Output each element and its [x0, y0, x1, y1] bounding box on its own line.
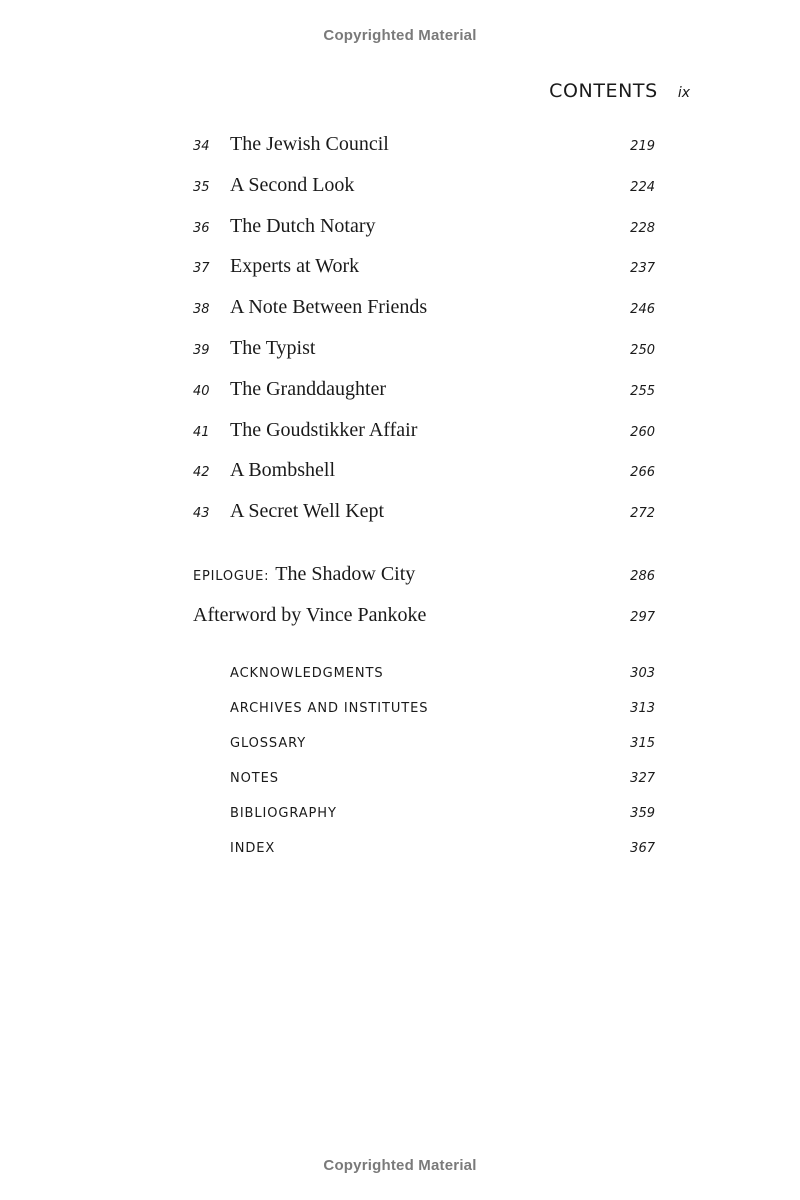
chapter-number: 36 — [193, 221, 210, 236]
toc-chapter-row — [193, 215, 655, 243]
chapter-number: 34 — [193, 139, 210, 154]
toc-back-matter-row — [230, 664, 655, 686]
toc-epilogue-row — [193, 563, 655, 591]
chapter-page: 237 — [630, 261, 655, 276]
chapter-title: The Goudstikker Affair — [230, 419, 418, 441]
chapter-number: 42 — [193, 465, 210, 480]
chapter-number: 39 — [193, 343, 210, 358]
chapter-number: 41 — [193, 425, 210, 440]
chapter-page: 250 — [630, 343, 655, 358]
epilogue-prefix: EPILOGUE: — [193, 569, 270, 584]
chapter-page: 266 — [630, 465, 655, 480]
toc-chapter-row — [193, 337, 655, 365]
copyright-watermark-top: Copyrighted Material — [323, 27, 477, 44]
toc-chapter-row — [193, 419, 655, 447]
back-matter-title: ARCHIVES AND INSTITUTES — [230, 701, 429, 716]
toc-chapter-row — [193, 296, 655, 324]
chapter-title: The Dutch Notary — [230, 215, 376, 237]
chapter-number: 43 — [193, 506, 210, 521]
toc-back-matter-row — [230, 804, 655, 826]
toc-chapter-row — [193, 500, 655, 528]
chapter-title: The Typist — [230, 337, 316, 359]
afterword-title: Afterword by Vince Pankoke — [193, 604, 427, 626]
back-matter-page: 313 — [630, 701, 655, 716]
back-matter-title: INDEX — [230, 841, 276, 856]
running-head — [549, 80, 690, 102]
chapter-number: 35 — [193, 180, 210, 195]
chapter-page: 255 — [630, 384, 655, 399]
back-matter-page: 367 — [630, 841, 655, 856]
toc-chapter-row — [193, 378, 655, 406]
chapter-page: 219 — [630, 139, 655, 154]
chapter-page: 246 — [630, 302, 655, 317]
chapter-page: 224 — [630, 180, 655, 195]
back-matter-page: 315 — [630, 736, 655, 751]
back-matter-title: ACKNOWLEDGMENTS — [230, 666, 384, 681]
running-head-page-number: ix — [677, 85, 690, 101]
running-head-title: CONTENTS — [549, 80, 658, 102]
toc-afterword-row — [193, 604, 655, 632]
toc-chapter-row — [193, 174, 655, 202]
toc-back-matter-row — [230, 769, 655, 791]
chapter-page: 260 — [630, 425, 655, 440]
chapter-title: A Second Look — [230, 174, 355, 196]
chapter-title: The Granddaughter — [230, 378, 387, 400]
toc-back-matter-row — [230, 839, 655, 861]
chapter-title: A Secret Well Kept — [230, 500, 385, 522]
chapter-title: Experts at Work — [230, 255, 360, 277]
back-matter-title: GLOSSARY — [230, 736, 307, 751]
chapter-page: 272 — [630, 506, 655, 521]
toc-back-matter-row — [230, 699, 655, 721]
chapter-title: The Jewish Council — [230, 133, 389, 155]
toc-chapter-row — [193, 133, 655, 161]
afterword-page: 297 — [630, 610, 655, 625]
back-matter-page: 303 — [630, 666, 655, 681]
back-matter-page: 327 — [630, 771, 655, 786]
epilogue-page: 286 — [630, 569, 655, 584]
chapter-title: A Bombshell — [230, 459, 336, 481]
toc-chapter-row — [193, 459, 655, 487]
back-matter-title: BIBLIOGRAPHY — [230, 806, 337, 821]
copyright-watermark-bottom: Copyrighted Material — [323, 1157, 477, 1174]
chapter-number: 38 — [193, 302, 210, 317]
chapter-number: 37 — [193, 261, 210, 276]
chapter-page: 228 — [630, 221, 655, 236]
chapter-number: 40 — [193, 384, 210, 399]
epilogue-title-text: The Shadow City — [275, 563, 416, 585]
toc-chapter-row — [193, 255, 655, 283]
epilogue-title — [193, 563, 415, 586]
back-matter-title: NOTES — [230, 771, 279, 786]
back-matter-page: 359 — [630, 806, 655, 821]
chapter-title: A Note Between Friends — [230, 296, 428, 318]
toc-back-matter-row — [230, 734, 655, 756]
